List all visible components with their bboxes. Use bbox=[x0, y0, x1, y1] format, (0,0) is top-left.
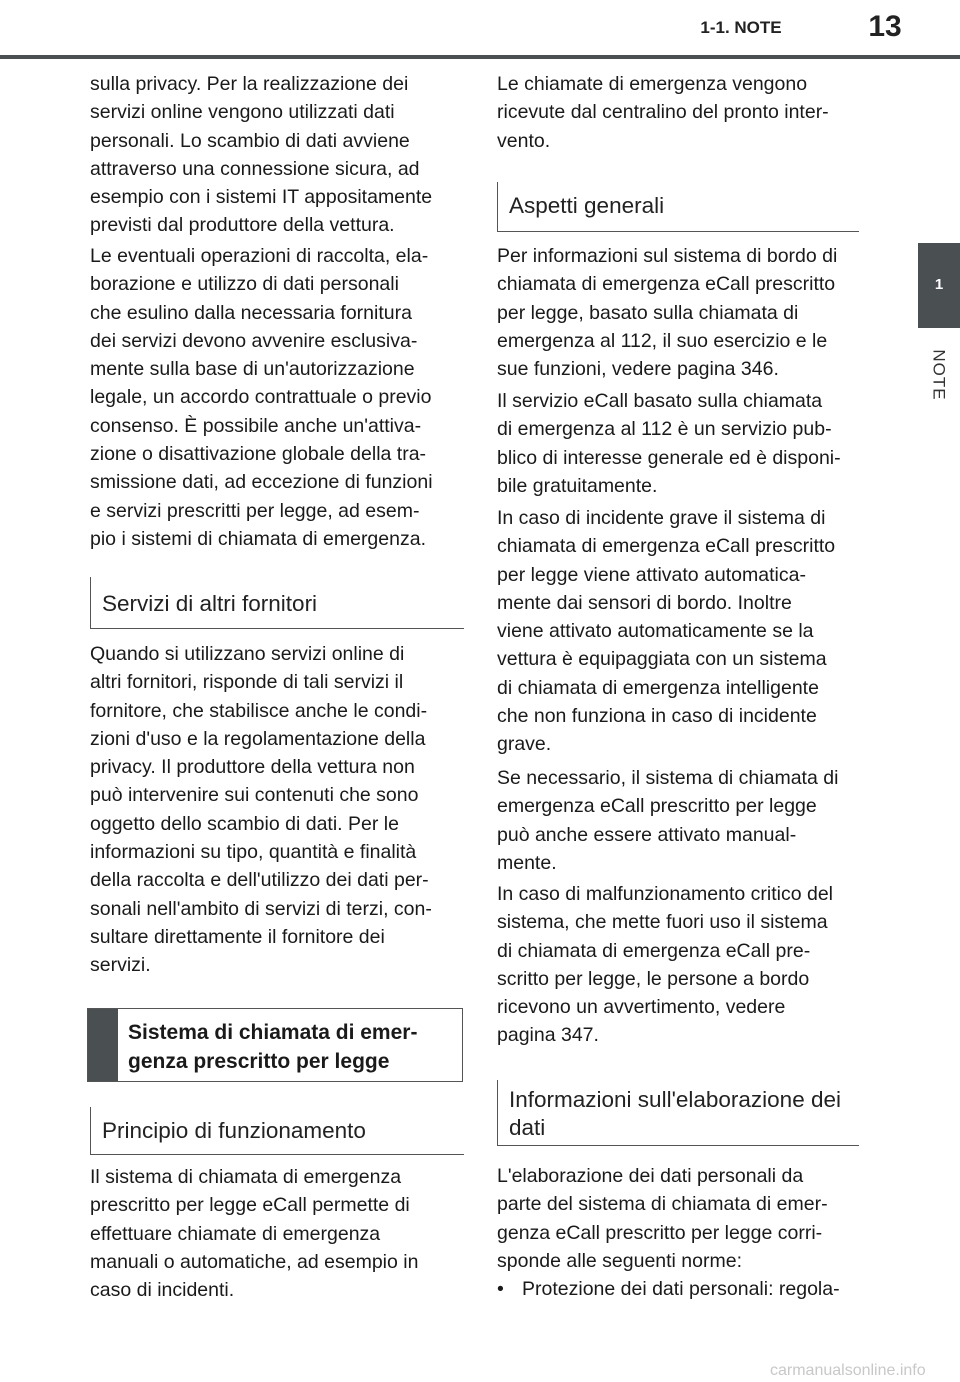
bullet-marker: • bbox=[497, 1278, 504, 1300]
bullet-text: Protezione dei dati personali: regola- bbox=[522, 1278, 840, 1300]
header-rule bbox=[0, 55, 960, 59]
heading-data-processing: Informazioni sull'elaborazione dei dati bbox=[497, 1080, 859, 1146]
paragraph-ecall-public-service: Il servizio eCall basato sulla chiamata di emergenza al 112 è un servizio pub- blico di interesse generale ed è disponi- bile gratuitamente. bbox=[497, 390, 841, 497]
paragraph-data-processing-norms: L'elaborazione dei dati personali da parte del sistema di chiamata di emer- genza eCall prescritto per legge corri- sponde alle seguenti norme: bbox=[497, 1165, 828, 1272]
heading-other-providers: Servizi di altri fornitori bbox=[90, 577, 464, 629]
page-number: 13 bbox=[868, 10, 902, 43]
paragraph-automatic-activation: In caso di incidente grave il sistema di chiamata di emergenza eCall prescritto per legge viene attivato automatica- mente dai sensori di bordo. Inoltre viene attivato automaticamente se la vettura è equipaggiata con un sistema di chiamata di emergenza intelligente che non funziona in caso di incidente grave. bbox=[497, 507, 836, 756]
paragraph-emergency-calls-received: Le chiamate di emergenza vengono ricevute dal centralino del pronto inter- vento. bbox=[497, 73, 829, 152]
chapter-number: 1 bbox=[934, 276, 944, 293]
heading-emergency-system-text: Sistema di chiamata di emer- genza prescritto per legge bbox=[128, 1021, 418, 1073]
chapter-label-text: NOTE bbox=[930, 349, 950, 401]
paragraph-manual-activation: Se necessario, il sistema di chiamata di emergenza eCall prescritto per legge può anche essere attivato manual- mente. bbox=[497, 767, 839, 874]
paragraph-data-collection: Le eventuali operazioni di raccolta, ela- borazione e utilizzo di dati personali che esulino dalla necessaria fornitura dei servizi devono avvenire esclusiva- mente sulla base di un'autorizzazione legale, un accordo contrattuale o previo consenso. È possibile anche un'attiva- zione o disattivazione globale della tra- smissione dati, ad eccezione di funzioni e servizi prescritti per legge, ad esem- pio i sistemi di chiamata di emergenza. bbox=[90, 245, 433, 550]
chapter-label bbox=[918, 340, 960, 410]
paragraph-malfunction: In caso di malfunzionamento critico del sistema, che mette fuori uso il sistema di chiamata di emergenza eCall pre- scritto per legge, le persone a bordo ricevono un avvertimento, vedere pagina 347. bbox=[497, 883, 834, 1047]
paragraph-ecall-info: Per informazioni sul sistema di bordo di chiamata di emergenza eCall prescritto per legge, basato sulla chiamata di emergenza al 112, il suo esercizio e le sue funzioni, vedere pagina 346. bbox=[497, 245, 838, 381]
watermark: carmanualsonline.info bbox=[770, 1362, 926, 1379]
section-title: 1-1. NOTE bbox=[700, 18, 782, 37]
paragraph-privacy: sulla privacy. Per la realizzazione dei servizi online vengono utilizzati dati personali. Lo scambio di dati avviene attraverso una connessione sicura, ad esempio con i sistemi IT appositamente previsti dal produttore della vettura. bbox=[90, 73, 433, 237]
paragraph-ecall-description: Il sistema di chiamata di emergenza prescritto per legge eCall permette di effettuare chiamate di emergenza manuali o automatiche, ad esempio in caso di incidenti. bbox=[90, 1166, 419, 1302]
paragraph-third-party-services: Quando si utilizzano servizi online di altri fornitori, risponde di tali servizi il fornitore, che stabilisce anche le condi- zioni d'uso e la regolamentazione della privacy. Il produttore della vettura non può intervenire sui contenuti che sono oggetto dello scambio di dati. Per le informazioni su tipo, quantità e finalità della raccolta e dell'utilizzo dei dati per- sonali nell'ambito di servizi di terzi, con- sultare direttamente il fornitore dei servizi. bbox=[90, 643, 432, 977]
heading-accent-bar bbox=[88, 1009, 118, 1081]
list-item bbox=[497, 1275, 869, 1303]
heading-general-aspects: Aspetti generali bbox=[497, 182, 859, 232]
heading-operating-principle: Principio di funzionamento bbox=[90, 1107, 464, 1155]
heading-emergency-system bbox=[87, 1008, 463, 1082]
